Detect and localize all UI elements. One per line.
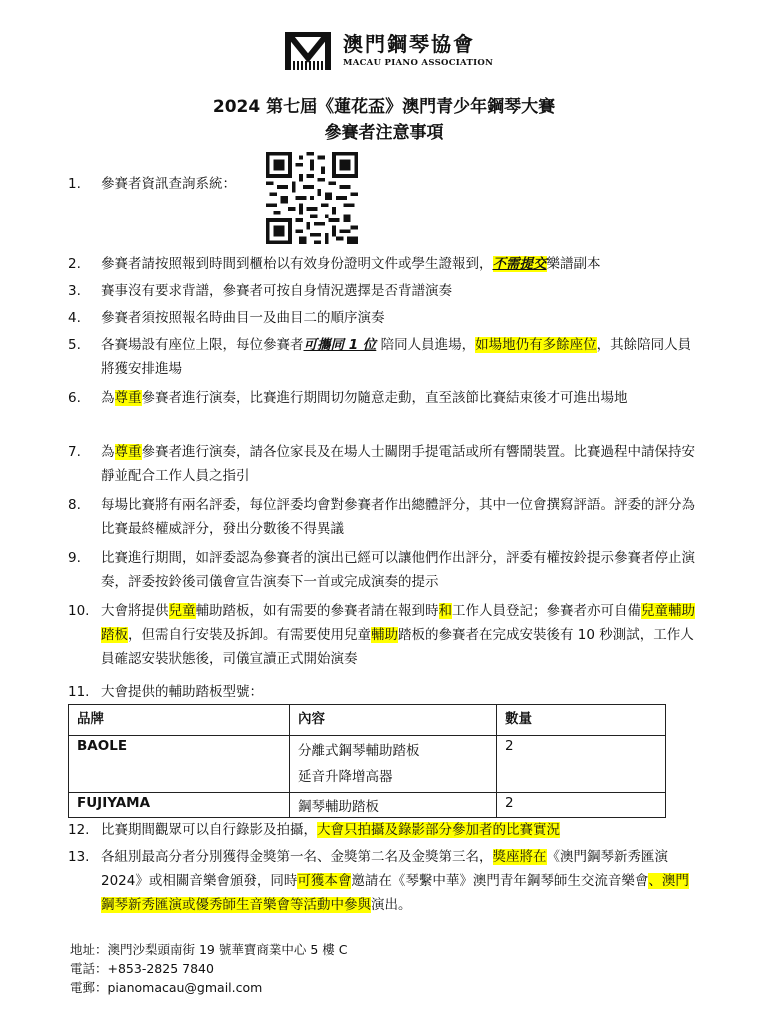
highlight: 、澳門鋼琴新秀匯演或優秀師生音樂會等活動中參與	[101, 873, 689, 913]
emphasis: 可攜同 1 位	[303, 337, 377, 353]
column-header: 品牌	[69, 705, 290, 736]
contact-footer	[70, 940, 347, 997]
pedal-table	[68, 704, 666, 818]
document-title: 2024 第七屆《蓮花盃》澳門青少年鋼琴大賽	[212, 97, 556, 117]
table-header-row	[69, 705, 666, 736]
qty-cell: 2	[497, 793, 666, 818]
table-row	[69, 736, 666, 793]
column-header: 內容	[290, 705, 497, 736]
brand-cell: FUJIYAMA	[69, 793, 290, 818]
qty-cell: 2	[497, 736, 666, 793]
association-header	[283, 28, 503, 72]
phone-text: 電話：+853-2825 7840	[70, 961, 214, 976]
highlight: 尊重	[114, 444, 142, 460]
content-cell: 鋼琴輔助踏板	[290, 793, 497, 818]
highlight: 輔助	[371, 627, 398, 643]
association-name-zh: 澳門鋼琴協會	[343, 32, 475, 56]
table-row	[69, 793, 666, 818]
highlight: 大會只拍攝及錄影部分參加者的比賽實況	[317, 822, 560, 838]
highlight: 兒童輔助踏板	[101, 603, 695, 643]
piano-logo-icon	[283, 28, 337, 72]
address-text: 地址：澳門沙梨頭南街 19 號華寶商業中心 5 樓 C	[70, 942, 348, 957]
email-link[interactable]: 電郵：pianomacau@gmail.com	[70, 980, 263, 995]
content-cell: 分離式鋼琴輔助踏板 延音升降增高器	[290, 736, 497, 793]
highlight: 獎座將在	[492, 849, 547, 865]
highlight: 如場地仍有多餘座位	[475, 337, 597, 353]
highlight: 可獲本會	[297, 873, 352, 889]
highlight: 尊重	[114, 390, 142, 406]
document-subtitle: 參賽者注意事項	[324, 123, 444, 143]
highlight: 不需提交	[492, 256, 547, 272]
association-name-en: MACAU PIANO ASSOCIATION	[343, 58, 494, 68]
highlight: 兒童	[168, 603, 196, 619]
brand-cell: BAOLE	[69, 736, 290, 793]
qr-code-icon[interactable]	[262, 152, 362, 244]
highlight: 和	[438, 603, 452, 619]
column-header: 數量	[497, 705, 666, 736]
